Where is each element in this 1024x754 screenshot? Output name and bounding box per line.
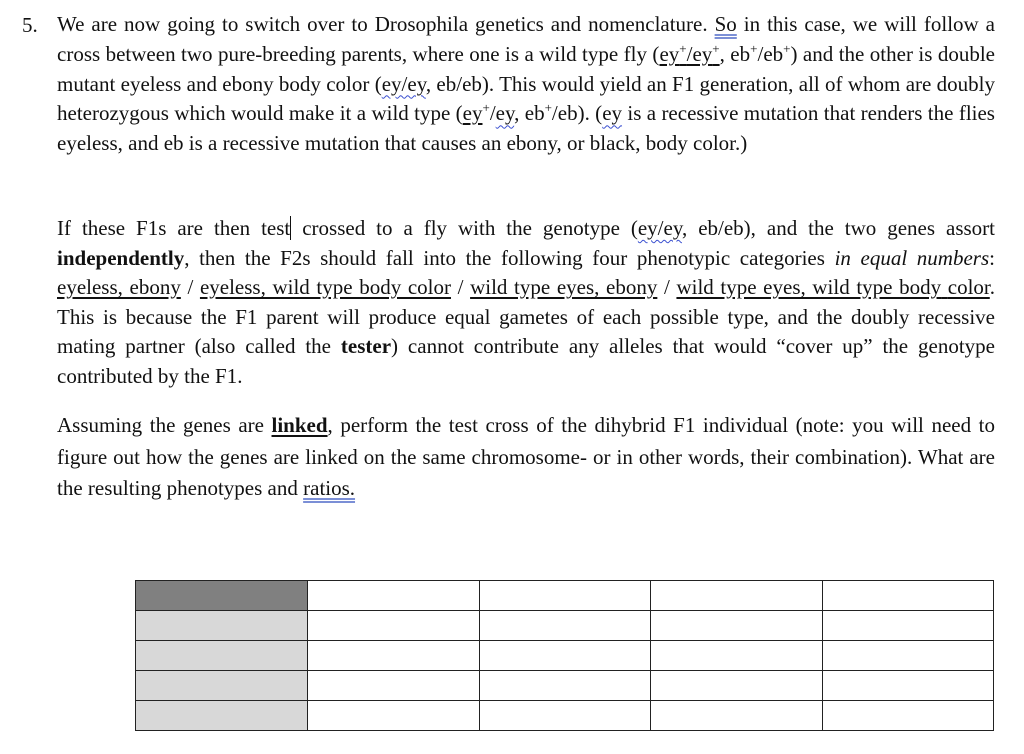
text-run: ) and the other is double mutant eyeless and ebony body color ( xyxy=(57,41,996,96)
text-run: : xyxy=(989,245,995,270)
table-cell[interactable] xyxy=(823,611,994,641)
text-run: / xyxy=(657,275,677,300)
superscript: + xyxy=(679,40,687,56)
table-cell[interactable] xyxy=(308,701,480,731)
superscript: + xyxy=(544,100,552,116)
text-run: , perform the test cross of the dihybrid F1 individual (note: you will need to figure out how the genes are linked on the same chromosome- or in other words, their combination). What are the resulting phenotypes and xyxy=(57,413,995,500)
text-run: , eb xyxy=(719,41,751,66)
table-cell[interactable] xyxy=(480,671,651,701)
answer-table xyxy=(135,580,994,731)
text-run xyxy=(941,275,948,299)
superscript: + xyxy=(750,40,758,56)
table-cell[interactable] xyxy=(823,671,994,701)
text-run: is a recessive mutation that renders the flies eyeless, and eb is a recessive mutation that causes an ebony, or black, body color.) xyxy=(57,101,995,156)
table-cell[interactable] xyxy=(480,611,651,641)
table-header-row xyxy=(136,581,994,611)
text-run: ey xyxy=(602,101,623,126)
text-run: /eb). ( xyxy=(551,101,603,126)
question-paragraph-linked xyxy=(57,410,995,505)
superscript: + xyxy=(482,100,490,116)
table-header-cell[interactable] xyxy=(823,581,994,611)
table-cell[interactable] xyxy=(480,641,651,671)
table-header-cell[interactable] xyxy=(136,581,308,611)
table-cell[interactable] xyxy=(651,701,823,731)
phenotype-category: wild type eyes, ebony xyxy=(470,275,658,300)
bold-independently: independently xyxy=(57,245,185,270)
text-run: ey xyxy=(659,41,680,66)
text-run: ey xyxy=(495,101,515,126)
text-run: in this case, we will follow a cross between two pure-breeding parents, where one is a wild type fly ( xyxy=(57,12,995,66)
text-run: We are now going to switch over to Drosophila genetics and nomenclature. xyxy=(57,12,715,36)
table-cell[interactable] xyxy=(308,671,480,701)
table-cell[interactable] xyxy=(651,641,823,671)
table-row-label-cell[interactable] xyxy=(136,671,308,701)
table-header-cell[interactable] xyxy=(651,581,823,611)
table-header-cell[interactable] xyxy=(308,581,480,611)
text-cursor: t xyxy=(284,216,291,240)
italic-equal-numbers: in equal numbers xyxy=(834,245,990,270)
text-run: ey xyxy=(462,101,483,126)
text-run: /eb xyxy=(757,41,784,66)
table-cell[interactable] xyxy=(651,671,823,701)
text-run: /ey xyxy=(686,41,713,66)
table-cell[interactable] xyxy=(308,611,480,641)
phenotype-category: wild type eyes, wild type body xyxy=(676,275,942,300)
text-run: , then the F2s should fall into the following four phenotypic categories xyxy=(184,245,835,270)
table-cell[interactable] xyxy=(308,641,480,671)
table-cell[interactable] xyxy=(823,641,994,671)
phenotype-category: eyeless, wild type body color xyxy=(199,275,451,300)
bold-linked: linked xyxy=(271,413,328,437)
text-run: / xyxy=(489,101,496,126)
table-cell[interactable] xyxy=(651,611,823,641)
question-number: 5. xyxy=(22,13,38,37)
table-row xyxy=(136,671,994,701)
table-cell[interactable] xyxy=(480,701,651,731)
bold-tester: tester xyxy=(340,334,392,359)
table-cell[interactable] xyxy=(823,701,994,731)
text-run: , eb/eb). This would yield an F1 generation, all of whom are doubly heterozygous which would make it a wild type ( xyxy=(57,71,996,126)
text-run-ratios: ratios. xyxy=(303,476,356,500)
text-run: ) cannot contribute any alleles that would “cover up” the genotype contributed by the F1. xyxy=(57,334,995,388)
table-row xyxy=(136,611,994,641)
text-run: / xyxy=(180,275,200,300)
table-row-label-cell[interactable] xyxy=(136,701,308,731)
phenotype-category: eyeless, ebony xyxy=(57,275,181,300)
phenotype-category: color xyxy=(947,275,990,300)
superscript: + xyxy=(712,40,720,56)
text-run-so: So xyxy=(714,12,737,36)
genotype-tester: ey/ey xyxy=(637,216,682,240)
text-run: crossed to a fly with the genotype ( xyxy=(291,216,638,240)
table-row-label-cell[interactable] xyxy=(136,611,308,641)
table-row xyxy=(136,701,994,731)
text-run: If these F1s are then tes xyxy=(57,216,285,240)
genotype-mutant: ey/ey xyxy=(381,71,426,96)
text-run: , eb/eb), and the two genes assort xyxy=(681,216,995,240)
genotype-wildtype xyxy=(659,42,719,66)
table-row-label-cell[interactable] xyxy=(136,641,308,671)
superscript: + xyxy=(783,40,791,56)
text-run: . This is because the F1 parent will produce equal gametes of each possible type, and the doubly recessive mating partner (also called the xyxy=(57,275,996,359)
question-paragraph-intro xyxy=(57,10,995,159)
text-run: , eb xyxy=(514,101,545,126)
table-header-cell[interactable] xyxy=(480,581,651,611)
question-paragraph-independent xyxy=(57,214,995,392)
text-run: Assuming the genes are xyxy=(57,413,272,437)
text-run: / xyxy=(450,275,471,300)
table-row xyxy=(136,641,994,671)
